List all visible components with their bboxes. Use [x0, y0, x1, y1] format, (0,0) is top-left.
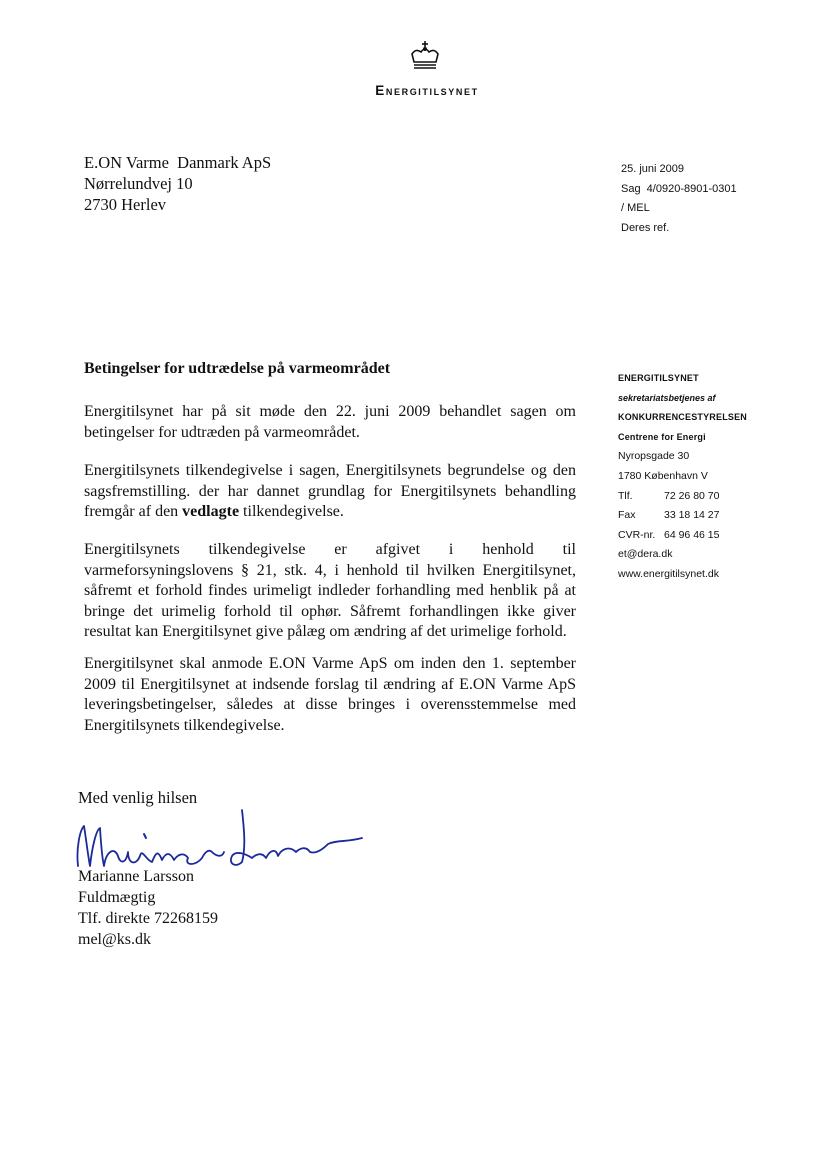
signer-name: Marianne Larsson: [78, 868, 194, 885]
body-paragraph: [84, 402, 576, 443]
closing-greeting: Med venlig hilsen: [78, 788, 198, 807]
sidebar-phone: [618, 487, 808, 507]
initials: / MEL: [621, 202, 650, 214]
your-reference: Deres ref.: [621, 221, 670, 234]
body-paragraph: [84, 654, 576, 736]
fax-label: Fax: [618, 509, 636, 522]
crown-icon: [408, 40, 442, 72]
letter-subject: Betingelser for udtrædelse på varmeområdet: [84, 360, 391, 377]
paragraph-text-part: Energitilsynets tilkendegivelse i sagen, Energitilsynets begrundelse og den sagsfremstilling. der har dannet grundlag for Energitilsynets behandling fremgår af den: [84, 462, 576, 520]
paragraph-text: Energitilsynet har på sit møde den 22. juni 2009 behandlet sagen om betingelser for udtræden på varmeområdet.: [84, 403, 576, 441]
signer-title: Fuldmægtig: [78, 889, 156, 906]
sidebar-secretariat: sekretariatsbetjenes af: [618, 392, 716, 403]
cvr-label: CVR-nr.: [618, 528, 656, 541]
letter-date: 25. juni 2009: [621, 163, 684, 175]
paragraph-text: Energitilsynet skal anmode E.ON Varme ApS om inden den 1. september 2009 til Energitilsynet at indsende forslag til ændring af E.ON Varme ApS leveringsbetingelser, således at disse bringes i overensstemmelse med Energitilsynets tilkendegivelse.: [84, 655, 576, 734]
sidebar-fax: [618, 506, 808, 526]
sidebar-email[interactable]: et@dera.dk: [618, 548, 673, 561]
body-paragraph: [84, 461, 576, 523]
signer-phone: Tlf. direkte 72268159: [78, 910, 218, 927]
emphasis-text: vedlagte: [182, 503, 240, 520]
paragraph-text: [84, 461, 576, 523]
case-number: Sag 4/0920-8901-0301: [621, 182, 737, 195]
sidebar-org: ENERGITILSYNET: [618, 373, 699, 383]
reference-block: [621, 160, 737, 238]
paragraph-text-part: tilkendegivelse.: [239, 503, 344, 520]
sidebar-centre: Centrene for Energi: [618, 431, 706, 442]
phone-label: Tlf.: [618, 489, 633, 502]
sidebar-city: 1780 København V: [618, 469, 708, 482]
paragraph-text: Energitilsynets tilkendegivelse er afgivet i henhold til varmeforsyningslovens § 21, stk. 4, i henhold til hvilken Energitilsynet, såfremt et forhold findes urimeligt indleder forhandling med henblik på at bringe det urimelig forhold til ophør. Såfremt forhandlingen ikke giver resultat kan Energitilsynet give pålæg om ændring af det urimelige forhold.: [84, 541, 576, 640]
recipient-name: E.ON Varme Danmark ApS: [84, 153, 272, 172]
sidebar-authority: KONKURRENCESTYRELSEN: [618, 412, 748, 423]
sidebar-website[interactable]: www.energitilsynet.dk: [618, 567, 719, 580]
sidebar-cvr: [618, 526, 808, 546]
org-name: Energitilsynet: [375, 83, 479, 98]
signer-block: [78, 866, 218, 950]
recipient-city: 2730 Herlev: [84, 195, 167, 214]
phone-value: 72 26 80 70: [664, 489, 720, 502]
fax-value: 33 18 14 27: [664, 509, 720, 522]
sender-info-sidebar: [618, 369, 808, 585]
recipient-street: Nørrelundvej 10: [84, 174, 193, 193]
sidebar-street: Nyropsgade 30: [618, 450, 690, 463]
recipient-address: [84, 152, 271, 215]
cvr-value: 64 96 46 15: [664, 528, 720, 541]
body-paragraph: [84, 540, 576, 643]
signer-email[interactable]: mel@ks.dk: [78, 931, 151, 948]
